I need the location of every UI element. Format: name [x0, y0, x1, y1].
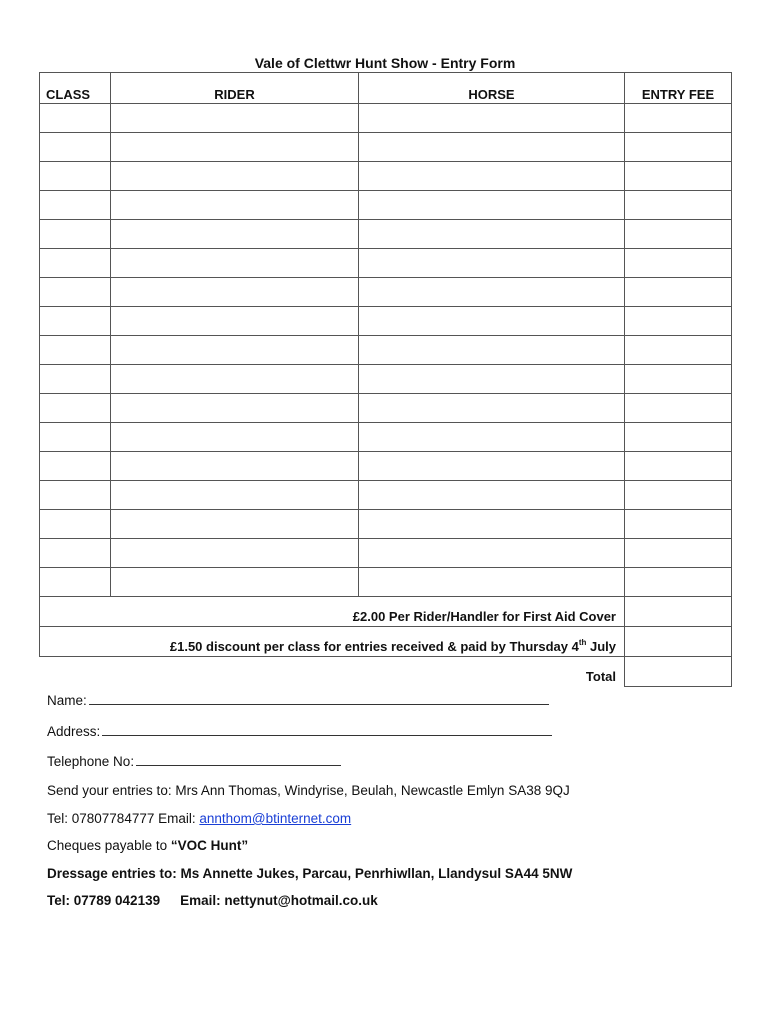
table-row	[40, 539, 732, 568]
class-cell[interactable]	[40, 452, 111, 481]
class-cell[interactable]	[40, 481, 111, 510]
rider-cell[interactable]	[111, 423, 359, 452]
horse-cell[interactable]	[359, 452, 625, 481]
horse-cell[interactable]	[359, 104, 625, 133]
rider-cell[interactable]	[111, 568, 359, 597]
rider-cell[interactable]	[111, 191, 359, 220]
class-cell[interactable]	[40, 365, 111, 394]
class-cell[interactable]	[40, 249, 111, 278]
telephone-label: Telephone No:	[47, 754, 135, 769]
table-row	[40, 249, 732, 278]
entry-fee-cell[interactable]	[625, 510, 732, 539]
horse-cell[interactable]	[359, 481, 625, 510]
horse-cell[interactable]	[359, 220, 625, 249]
entry-fee-cell[interactable]	[625, 394, 732, 423]
dressage-tel: Tel: 07789 042139	[47, 893, 161, 908]
class-cell[interactable]	[40, 104, 111, 133]
class-cell[interactable]	[40, 423, 111, 452]
horse-header: HORSE	[359, 73, 625, 104]
rider-cell[interactable]	[111, 162, 359, 191]
entry-fee-cell[interactable]	[625, 568, 732, 597]
table-row	[40, 133, 732, 162]
horse-cell[interactable]	[359, 307, 625, 336]
email-link[interactable]: annthom@btinternet.com	[199, 811, 352, 826]
first-aid-row	[40, 597, 732, 627]
class-cell[interactable]	[40, 539, 111, 568]
table-row	[40, 510, 732, 539]
table-row	[40, 191, 732, 220]
table-row	[40, 220, 732, 249]
total-fee-cell[interactable]	[625, 657, 732, 687]
total-label: Total	[585, 669, 616, 684]
rider-cell[interactable]	[111, 133, 359, 162]
entry-fee-header: ENTRY FEE	[625, 73, 732, 104]
entry-table	[39, 72, 732, 687]
table-row	[40, 452, 732, 481]
horse-cell[interactable]	[359, 249, 625, 278]
rider-cell[interactable]	[111, 539, 359, 568]
class-cell[interactable]	[40, 133, 111, 162]
class-cell[interactable]	[40, 220, 111, 249]
class-cell[interactable]	[40, 336, 111, 365]
total-row	[40, 657, 732, 687]
horse-cell[interactable]	[359, 278, 625, 307]
entry-fee-cell[interactable]	[625, 307, 732, 336]
address-line[interactable]	[102, 723, 552, 736]
rider-cell[interactable]	[111, 510, 359, 539]
rider-cell[interactable]	[111, 394, 359, 423]
horse-cell[interactable]	[359, 510, 625, 539]
rider-header: RIDER	[111, 73, 359, 104]
rider-cell[interactable]	[111, 278, 359, 307]
class-cell[interactable]	[40, 510, 111, 539]
class-cell[interactable]	[40, 307, 111, 336]
horse-cell[interactable]	[359, 568, 625, 597]
name-label: Name:	[47, 693, 87, 708]
rider-cell[interactable]	[111, 365, 359, 394]
class-cell[interactable]	[40, 162, 111, 191]
rider-cell[interactable]	[111, 307, 359, 336]
name-field[interactable]	[47, 692, 549, 708]
rider-cell[interactable]	[111, 220, 359, 249]
table-row	[40, 307, 732, 336]
entry-fee-cell[interactable]	[625, 133, 732, 162]
horse-cell[interactable]	[359, 539, 625, 568]
entry-fee-cell[interactable]	[625, 423, 732, 452]
table-row	[40, 278, 732, 307]
entry-fee-cell[interactable]	[625, 278, 732, 307]
form-title: Vale of Clettwr Hunt Show - Entry Form	[254, 55, 516, 71]
discount-label: £1.50 discount per class for entries received & paid by Thursday 4th July	[40, 627, 625, 657]
rider-cell[interactable]	[111, 452, 359, 481]
table-row	[40, 104, 732, 133]
horse-cell[interactable]	[359, 133, 625, 162]
class-cell[interactable]	[40, 191, 111, 220]
table-header-row	[40, 73, 732, 104]
entry-fee-cell[interactable]	[625, 336, 732, 365]
cheques-payee: “VOC Hunt”	[170, 838, 249, 853]
class-cell[interactable]	[40, 568, 111, 597]
rider-cell[interactable]	[111, 104, 359, 133]
table-row	[40, 481, 732, 510]
send-to-text: Send your entries to: Mrs Ann Thomas, Windyrise, Beulah, Newcastle Emlyn SA38 9QJ	[47, 783, 570, 798]
dressage-contact	[47, 893, 378, 908]
rider-cell[interactable]	[111, 481, 359, 510]
dressage-email: Email: nettynut@hotmail.co.uk	[180, 893, 378, 908]
address-label: Address:	[47, 724, 101, 739]
table-row	[40, 365, 732, 394]
telephone-field[interactable]	[47, 753, 341, 769]
discount-fee-cell[interactable]	[625, 627, 732, 657]
horse-cell[interactable]	[359, 394, 625, 423]
cheques-line: Cheques payable to “VOC Hunt”	[47, 838, 249, 853]
discount-row	[40, 627, 732, 657]
horse-cell[interactable]	[359, 191, 625, 220]
entry-fee-cell[interactable]	[625, 162, 732, 191]
horse-cell[interactable]	[359, 336, 625, 365]
entry-fee-cell[interactable]	[625, 452, 732, 481]
class-header: CLASS	[40, 73, 111, 104]
horse-cell[interactable]	[359, 365, 625, 394]
entry-fee-cell[interactable]	[625, 539, 732, 568]
dressage-text: Dressage entries to: Ms Annette Jukes, Parcau, Penrhiwllan, Llandysul SA44 5NW	[47, 866, 573, 881]
class-cell[interactable]	[40, 394, 111, 423]
table-row	[40, 394, 732, 423]
telephone-line[interactable]	[136, 753, 341, 766]
table-row	[40, 423, 732, 452]
entry-fee-cell[interactable]	[625, 104, 732, 133]
first-aid-label: £2.00 Per Rider/Handler for First Aid Cover	[40, 597, 625, 627]
entry-fee-cell[interactable]	[625, 249, 732, 278]
table-row	[40, 568, 732, 597]
address-field[interactable]	[47, 723, 552, 739]
entry-fee-cell[interactable]	[625, 481, 732, 510]
tel-email-line: Tel: 07807784777 Email: annthom@btinternet.com	[47, 811, 352, 826]
horse-cell[interactable]	[359, 423, 625, 452]
horse-cell[interactable]	[359, 162, 625, 191]
rider-cell[interactable]	[111, 249, 359, 278]
entry-fee-cell[interactable]	[625, 365, 732, 394]
table-row	[40, 162, 732, 191]
entry-fee-cell[interactable]	[625, 191, 732, 220]
table-row	[40, 336, 732, 365]
class-cell[interactable]	[40, 278, 111, 307]
name-line[interactable]	[89, 692, 549, 705]
first-aid-fee-cell[interactable]	[625, 597, 732, 627]
rider-cell[interactable]	[111, 336, 359, 365]
entry-fee-cell[interactable]	[625, 220, 732, 249]
